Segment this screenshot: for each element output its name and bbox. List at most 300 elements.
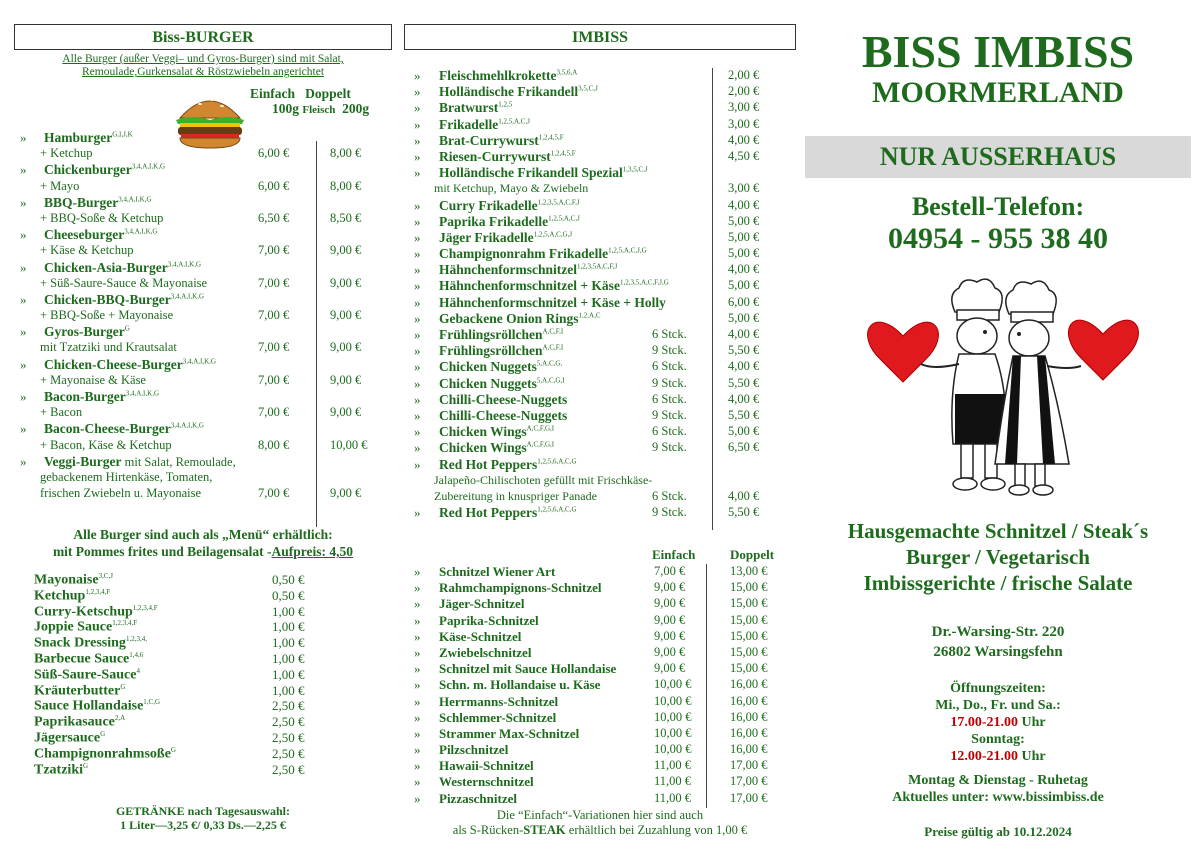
menu-item-row: [404, 262, 796, 278]
item-description: + Mayo: [40, 178, 80, 193]
bullet-icon: »: [414, 596, 421, 612]
bullet-icon: »: [414, 391, 421, 407]
sauce-name: Joppie Sauce$^{1,2,3,4,F}$: [34, 619, 138, 636]
allergen-codes: 5,A,C,G,I: [536, 376, 565, 385]
menu-item-row: [404, 457, 796, 473]
item-description: + Süß-Saure-Sauce & Mayonaise: [40, 275, 208, 290]
sauce-price: 0,50 €: [272, 587, 305, 603]
allergen-codes: 1,2,A,C: [578, 311, 601, 320]
price-doppelt: 9,00 €: [330, 275, 362, 290]
drinks-note: GETRÄNKE nach Tagesauswahl: 1 Liter—3,25 €/ 0,33 Ds.—2,25 €: [115, 804, 291, 832]
schnitzel-header-doppelt: Doppelt: [730, 547, 775, 562]
allergen-codes: 3,5,6,A: [556, 68, 578, 77]
item-name: Käse-Schnitzel: [439, 628, 522, 644]
schnitzel-row: [404, 726, 796, 742]
item-name: Chilli-Cheese-Nuggets: [439, 407, 568, 423]
item-price: 4,00 €: [728, 391, 760, 406]
bullet-icon: »: [414, 424, 421, 440]
sauce-name: Ketchup$^{1,2,3,4,F}$: [34, 587, 111, 604]
item-name: Chicken Nuggets$^{5,A,C,G,}$: [439, 359, 563, 375]
imbiss-column: [404, 24, 796, 837]
sauce-row: [34, 667, 364, 683]
price-einfach: 7,00 €: [258, 275, 290, 290]
menu-item-row: [404, 230, 796, 246]
allergen-codes: 1,2,5,6,A,C,G: [537, 457, 577, 465]
item-name: Pilzschnitzel: [439, 742, 509, 758]
sauce-name: Snack Dressing$^{1,2,3,4,}$: [34, 635, 147, 651]
item-price: 5,50 €: [728, 343, 760, 358]
sauce-price: 0,50 €: [272, 572, 305, 587]
item-quantity: 9 Stck.: [652, 343, 687, 358]
bullet-icon: »: [414, 677, 421, 693]
price-einfach: 9,00 €: [654, 580, 686, 595]
schnitzel-row: [404, 742, 796, 758]
item-quantity: 6 Stck.: [652, 488, 687, 503]
heart-icon: [868, 322, 939, 382]
menu-item-row: [404, 327, 796, 343]
price-einfach: 10,00 €: [654, 693, 692, 708]
price-doppelt: 16,00 €: [730, 742, 768, 757]
item-name: Jäger-Schnitzel: [439, 596, 525, 612]
bullet-icon: »: [414, 278, 421, 294]
item-name: Red Hot Peppers$^{1,2,5,6,A,C,G}$: [439, 505, 577, 521]
schnitzel-divider: [706, 564, 707, 808]
bullet-icon: »: [20, 421, 27, 437]
closed-days: Montag & Dienstag - Ruhetag Aktuelles unter: www.bissimbiss.de: [805, 772, 1191, 806]
menu-note: Alle Burger sind auch als „Menü“ erhältlich: mit Pommes frites und Beilagensalat -Aufpreis: 4,50: [52, 527, 354, 559]
sauce-row: [34, 619, 364, 635]
item-name: BBQ-Burger$^{3,4,A,I,K,G}$: [44, 194, 152, 210]
menu-item-row: [404, 278, 796, 294]
menu-item-row: [14, 195, 392, 211]
item-name: Bacon-Cheese-Burger$^{3,4,A,I,K,G}$: [44, 421, 204, 437]
bullet-icon: »: [414, 375, 421, 391]
bullet-icon: »: [414, 359, 421, 375]
sauce-name: Mayonaise$^{3,C,J}$: [34, 572, 113, 588]
item-quantity: 6 Stck.: [652, 424, 687, 439]
menu-item-row: [14, 276, 392, 292]
menu-item-row: [14, 486, 392, 502]
allergen-codes: G: [124, 324, 130, 333]
price-einfach: 7,00 €: [258, 308, 290, 323]
menu-item-row: [404, 343, 796, 359]
sauce-price: 2,50 €: [272, 745, 305, 761]
item-name: Cheeseburger$^{3,4,A,I,K,G}$: [44, 227, 158, 243]
price-einfach: 7,00 €: [258, 340, 290, 355]
price-einfach: 11,00 €: [654, 758, 692, 773]
schnitzel-row: [404, 661, 796, 677]
bullet-icon: »: [414, 294, 421, 310]
sauce-row: [34, 746, 364, 762]
item-name: Brat-Currywurst$^{1,2,4,5,F}$: [439, 132, 564, 148]
price-einfach: 10,00 €: [654, 725, 692, 740]
sauce-row: [34, 714, 364, 730]
schnitzel-row: [404, 791, 796, 807]
menu-item-row: [404, 311, 796, 327]
allergen-codes: A,C,F,I: [542, 327, 564, 336]
price-doppelt: 9,00 €: [330, 486, 362, 501]
price-einfach: 6,50 €: [258, 210, 290, 225]
phone-number[interactable]: 04954 - 955 38 40: [888, 222, 1108, 255]
item-name: Chicken-Asia-Burger$^{3,4,A,I,K,G}$: [44, 259, 201, 275]
bullet-icon: »: [414, 661, 421, 677]
item-price: 2,00 €: [728, 84, 760, 99]
price-doppelt: 15,00 €: [730, 612, 768, 627]
allergen-codes: A,C,F,I: [542, 343, 564, 352]
item-price: 4,00 €: [728, 197, 760, 212]
bullet-icon: »: [414, 774, 421, 790]
bullet-icon: »: [414, 229, 421, 245]
menu-item-row: [404, 149, 796, 165]
allergen-codes: A,C,F,G,I: [526, 424, 555, 433]
item-name: Westernschnitzel: [439, 774, 534, 790]
phone-label: Bestell-Telefon:: [911, 192, 1085, 221]
allergen-codes: 1,2,4,5,F: [538, 133, 564, 142]
steak-footnote: Die “Einfach“-Variationen hier sind auch als S-Rücken-STEAK erhältlich bei Zuzahlung von 1,00 €: [452, 808, 748, 837]
allergen-codes: 3,C,J: [98, 572, 113, 580]
item-price: 6,00 €: [728, 294, 760, 309]
price-einfach: 9,00 €: [654, 596, 686, 611]
menu-item-row: [404, 84, 796, 100]
item-name: Schnitzel mit Sauce Hollandaise: [439, 661, 617, 677]
item-name: Hähnchenformschnitzel + Käse$^{1,2,3,5,A,C,F,J,G}$: [439, 278, 669, 294]
price-doppelt: 9,00 €: [330, 372, 362, 387]
bullet-icon: »: [414, 68, 421, 83]
price-doppelt: 15,00 €: [730, 580, 768, 595]
burger-note: Alle Burger (außer Veggi– und Gyros-Burger) sind mit Salat, Remoulade,Gurkensalat & Röstzwiebeln angerichtet: [62, 53, 344, 78]
price-einfach: 7,00 €: [258, 372, 290, 387]
price-doppelt: 9,00 €: [330, 243, 362, 258]
item-name: Frühlingsröllchen$^{A,C,F,I}$: [439, 343, 564, 359]
menu-item-row: [404, 295, 796, 311]
price-einfach: 8,00 €: [258, 437, 290, 452]
item-price: 5,50 €: [728, 375, 760, 390]
item-price: 4,00 €: [728, 488, 760, 503]
slogan: Hausgemachte Schnitzel / Steak´s Burger / Vegetarisch Imbissgerichte / frische Salate: [847, 519, 1149, 595]
takeaway-banner: NUR AUSSERHAUS: [805, 136, 1191, 178]
price-doppelt: 13,00 €: [730, 564, 768, 578]
menu-item-row: [404, 181, 796, 197]
menu-item-row: [404, 505, 796, 521]
allergen-codes: 3,4,A,I,K,G: [170, 292, 204, 301]
item-description: + BBQ-Soße + Mayonaise: [40, 308, 174, 323]
item-price: 4,50 €: [728, 148, 760, 163]
menu-item-row: [404, 376, 796, 392]
sauce-row: [34, 572, 364, 588]
item-description: + Bacon: [40, 405, 83, 420]
item-price: 5,00 €: [728, 278, 760, 293]
price-doppelt: 15,00 €: [730, 628, 768, 643]
bullet-icon: »: [20, 324, 27, 340]
bullet-icon: »: [414, 310, 421, 326]
item-name: Veggi-Burger mit Salat, Remoulade,: [44, 453, 236, 469]
menu-item-row: [404, 408, 796, 424]
schnitzel-row: [404, 758, 796, 774]
price-einfach: 11,00 €: [654, 774, 692, 789]
item-name: Chicken-Cheese-Burger$^{3,4,A,I,K,G}$: [44, 356, 216, 372]
menu-item-row: [14, 260, 392, 276]
allergen-codes: G,I,J,K: [112, 130, 133, 139]
bullet-icon: »: [20, 227, 27, 243]
bullet-icon: »: [414, 213, 421, 229]
allergen-codes: 1,2,5,A,C,J,G: [608, 246, 647, 255]
bullet-icon: »: [414, 564, 421, 579]
sauce-price: 1,00 €: [272, 650, 305, 666]
price-doppelt: 15,00 €: [730, 596, 768, 611]
item-name: Hähnchenformschnitzel + Käse + Holly: [439, 294, 666, 310]
price-doppelt: 16,00 €: [730, 709, 768, 724]
allergen-codes: 3,4,A,I,K,G: [124, 227, 158, 236]
address: Dr.-Warsing-Str. 220 26802 Warsingsfehn: [931, 624, 1065, 660]
item-price: 5,50 €: [728, 407, 760, 422]
item-description: + BBQ-Soße & Ketchup: [40, 210, 164, 225]
menu-item-row: [14, 454, 392, 470]
item-name: Bacon-Burger$^{3,4,A,I,K,G}$: [44, 389, 159, 404]
sauce-price: 2,50 €: [272, 761, 305, 777]
price-doppelt: 17,00 €: [730, 774, 768, 789]
item-name: Zwiebelschnitzel: [439, 644, 532, 660]
item-price: 3,00 €: [728, 116, 760, 131]
allergen-codes: A,C,F,G,I: [526, 440, 555, 449]
menu-item-row: [404, 440, 796, 456]
schnitzel-row: [404, 774, 796, 790]
allergen-codes: G: [100, 729, 106, 738]
price-einfach: 7,00 €: [258, 405, 290, 420]
price-einfach: 6,00 €: [258, 146, 290, 161]
item-quantity: 6 Stck.: [652, 359, 687, 374]
menu-item-row: [404, 214, 796, 230]
item-price: 4,00 €: [728, 359, 760, 374]
item-name: Red Hot Peppers$^{1,2,5,6,A,C,G}$: [439, 456, 577, 472]
item-price: 5,00 €: [728, 213, 760, 228]
sauce-row: [34, 698, 364, 714]
menu-item-row: [14, 227, 392, 243]
bullet-icon: »: [414, 612, 421, 628]
allergen-codes: G: [170, 745, 176, 754]
bullet-icon: »: [20, 389, 27, 404]
item-name: Bratwurst$^{1,2,5}$: [439, 100, 513, 116]
menu-item-row: [14, 373, 392, 389]
menu-item-row: [404, 246, 796, 262]
schnitzel-row: [404, 613, 796, 629]
menu-item-row: [14, 324, 392, 340]
sauce-name: Süß-Saure-Sauce$^4$: [34, 666, 140, 683]
menu-item-row: [14, 389, 392, 405]
sauce-name: Kräuterbutter$^G$: [34, 682, 126, 699]
schnitzel-row: [404, 645, 796, 661]
price-doppelt: 17,00 €: [730, 758, 768, 773]
price-einfach: 11,00 €: [654, 790, 692, 805]
price-doppelt: 8,00 €: [330, 146, 362, 161]
sauce-price: 2,50 €: [272, 714, 305, 730]
item-description: mit Tzatziki und Krautsalat: [40, 340, 177, 355]
allergen-codes: 1,2,3,5,A,C,F,J: [537, 198, 580, 206]
sauce-name: Curry-Ketschup$^{1,2,3,4,F}$: [34, 603, 158, 620]
bullet-icon: »: [414, 407, 421, 423]
menu-item-row: [404, 198, 796, 214]
item-name: Gebackene Onion Rings$^{1,2,A,C}$: [439, 310, 601, 326]
allergen-codes: 1,2,5,A,C,J: [548, 214, 580, 223]
item-name: Frikadelle$^{1,2,5,A,C,J}$: [439, 116, 530, 132]
sauce-price: 2,50 €: [272, 729, 305, 745]
price-einfach: 7,00 €: [258, 243, 290, 258]
menu-item-row: [404, 359, 796, 375]
menu-item-row: [404, 133, 796, 149]
sauce-price: 1,00 €: [272, 635, 305, 651]
price-doppelt: 15,00 €: [730, 661, 768, 676]
menu-item-row: [404, 489, 796, 505]
item-price: 3,00 €: [728, 100, 760, 115]
imbiss-section-title: IMBISS: [404, 24, 796, 50]
allergen-codes: 2,A: [114, 714, 126, 723]
sauce-price: 1,00 €: [272, 682, 305, 698]
price-einfach: 10,00 €: [654, 742, 692, 757]
schnitzel-header-einfach: Einfach: [652, 547, 696, 562]
bullet-icon: »: [20, 194, 27, 210]
menu-item-row: [404, 117, 796, 133]
bullet-icon: »: [414, 100, 421, 116]
sauce-row: [34, 651, 364, 667]
allergen-codes: 1,2,3,4,: [125, 635, 147, 644]
opening-hours: Öffnungszeiten: Mi., Do., Fr. und Sa.: 17.00-21.00 Uhr Sonntag: 12.00-21.00 Uhr: [935, 681, 1061, 764]
allergen-codes: 3,4,A,I,K,G: [167, 260, 201, 268]
item-name: Champignonrahm Frikadelle$^{1,2,5,A,C,J,G}$: [439, 246, 647, 262]
allergen-codes: 1,2,5,6,A,C,G: [537, 505, 577, 514]
price-einfach: 10,00 €: [654, 677, 692, 692]
allergen-codes: G: [83, 761, 89, 770]
sauce-row: [34, 730, 364, 746]
price-doppelt: 9,00 €: [330, 308, 362, 323]
bullet-icon: »: [20, 162, 27, 178]
sauce-row: [34, 762, 364, 778]
price-doppelt: 16,00 €: [730, 677, 768, 692]
allergen-codes: 3,4,A,I,K,G: [131, 162, 165, 171]
heart-icon: [1068, 320, 1138, 380]
brand-title: BISS IMBISS: [861, 26, 1135, 77]
bullet-icon: »: [414, 505, 421, 521]
menu-item-row: [14, 438, 392, 454]
allergen-codes: 3,4,A,I,K,G: [118, 195, 152, 204]
schnitzel-row: [404, 564, 796, 580]
allergen-codes: 5,A,C,G,: [536, 359, 563, 368]
allergen-codes: G: [120, 682, 126, 691]
schnitzel-row: [404, 694, 796, 710]
bullet-icon: »: [414, 644, 421, 660]
item-quantity: 9 Stck.: [652, 375, 687, 390]
sauce-price: 1,00 €: [272, 666, 305, 682]
bullet-icon: »: [20, 453, 27, 469]
sauce-list: [34, 572, 364, 777]
price-einfach: 9,00 €: [654, 628, 686, 643]
item-name: Hawaii-Schnitzel: [439, 758, 534, 774]
item-price: 4,00 €: [728, 132, 760, 147]
info-column: [805, 24, 1191, 839]
allergen-codes: 1,2,4,5,F: [550, 149, 576, 158]
item-name: Paprika Frikadelle$^{1,2,5,A,C,J}$: [439, 213, 580, 229]
item-description: mit Ketchup, Mayo & Zwiebeln: [434, 181, 589, 196]
bullet-icon: »: [414, 693, 421, 709]
burger-list: [14, 130, 392, 502]
allergen-codes: 3,4,A,I,K,G: [125, 389, 159, 398]
item-name: Frühlingsröllchen$^{A,C,F,I}$: [439, 327, 564, 342]
menu-item-row: [14, 130, 392, 146]
allergen-codes: 1,2,5,A,C,G,J: [533, 230, 573, 239]
bullet-icon: »: [414, 440, 421, 456]
sauce-price: 1,00 €: [272, 619, 305, 635]
item-price: 5,00 €: [728, 310, 760, 325]
allergen-codes: 4: [136, 666, 140, 675]
item-name: Hähnchenformschnitzel$^{1,2,3,5A,C,F,J}$: [439, 262, 618, 278]
menu-item-row: [404, 473, 796, 489]
item-description: + Käse & Ketchup: [40, 243, 134, 258]
schnitzel-row: [404, 629, 796, 645]
item-description: + Bacon, Käse & Ketchup: [40, 437, 172, 452]
price-doppelt: 8,50 €: [330, 210, 362, 225]
sauce-row: [34, 588, 364, 604]
bullet-icon: »: [414, 580, 421, 596]
allergen-codes: 1,4,6: [129, 650, 144, 659]
sauce-row: [34, 683, 364, 699]
item-price: 4,00 €: [728, 262, 760, 277]
menu-item-row: [14, 405, 392, 421]
schnitzel-row: [404, 596, 796, 612]
item-description: + Ketchup: [40, 146, 93, 161]
menu-item-row: [14, 211, 392, 227]
item-quantity: 6 Stck.: [652, 391, 687, 406]
item-price: 5,00 €: [728, 229, 760, 244]
item-price: 4,00 €: [728, 327, 760, 341]
price-headers: Einfach Doppelt 100g Fleisch 200g: [250, 86, 370, 116]
sauce-row: [34, 604, 364, 620]
bullet-icon: »: [20, 356, 27, 372]
item-name: Herrmanns-Schnitzel: [439, 693, 559, 709]
item-name: Schlemmer-Schnitzel: [439, 709, 557, 725]
bullet-icon: »: [414, 84, 421, 100]
bullet-icon: »: [414, 790, 421, 806]
item-name: Chickenburger$^{3,4,A,I,K,G}$: [44, 162, 165, 178]
item-quantity: 6 Stck.: [652, 327, 687, 341]
bullet-icon: »: [414, 165, 421, 181]
sauce-row: [34, 635, 364, 651]
bullet-icon: »: [414, 197, 421, 213]
bullet-icon: »: [20, 130, 27, 145]
schnitzel-list: [404, 564, 796, 807]
price-doppelt: 9,00 €: [330, 340, 362, 355]
item-description: gebackenem Hirtenkäse, Tomaten,: [40, 469, 213, 484]
price-doppelt: 8,00 €: [330, 178, 362, 193]
item-name: Chicken Nuggets$^{5,A,C,G,I}$: [439, 375, 565, 391]
menu-item-row: [14, 421, 392, 437]
item-name: Fleischmehlkrokette$^{3,5,6,A}$: [439, 68, 578, 83]
bullet-icon: »: [414, 758, 421, 774]
price-einfach: 7,00 €: [654, 564, 686, 578]
item-name: Chilli-Cheese-Nuggets: [439, 391, 568, 407]
item-name: Paprika-Schnitzel: [439, 612, 539, 628]
item-name: Chicken Wings$^{A,C,F,G,I}$: [439, 440, 555, 456]
schnitzel-row: [404, 710, 796, 726]
bullet-icon: »: [414, 725, 421, 741]
item-price: 3,00 €: [728, 181, 760, 196]
sauce-price: 1,00 €: [272, 603, 305, 619]
allergen-codes: 3,4,A,I,K,G: [182, 357, 216, 366]
website-link[interactable]: Aktuelles unter: www.bissimbiss.de: [892, 790, 1104, 805]
bullet-icon: »: [414, 246, 421, 262]
item-description: Zubereitung in knuspriger Panade: [434, 488, 597, 503]
item-description: frischen Zwiebeln u. Mayonaise: [40, 486, 202, 501]
sauce-price: 2,50 €: [272, 698, 305, 714]
item-name: Jäger Frikadelle$^{1,2,5,A,C,G,J}$: [439, 229, 573, 245]
price-divider: [316, 141, 317, 527]
